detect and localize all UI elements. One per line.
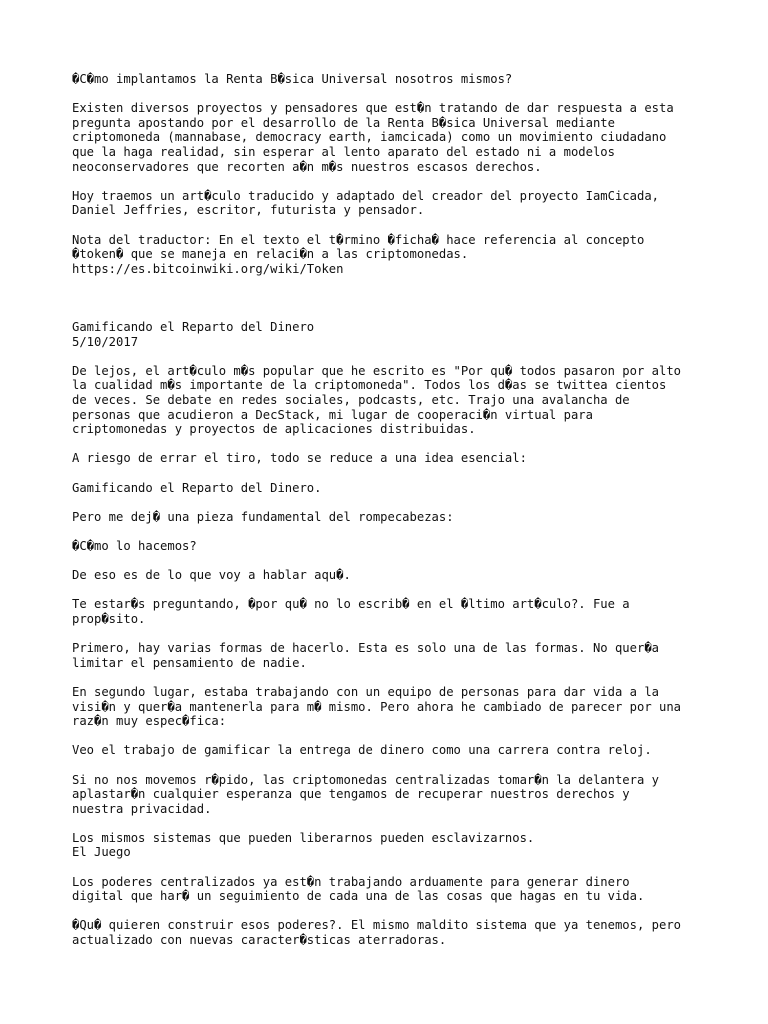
blank-line <box>72 174 712 189</box>
text-line: �Qu� quieren construir esos poderes?. El mismo maldito sistema que ya tenemos, pero <box>72 918 682 933</box>
blank-line <box>72 218 712 233</box>
text-line: visi�n y quer�a mantenerla para m� mismo. Pero ahora he cambiado de parecer por una <box>72 699 682 714</box>
text-line: Te estar�s preguntando, �por qu� no lo escrib� en el �ltimo art�culo?. Fue a <box>72 597 630 612</box>
text-line: Existen diversos proyectos y pensadores que est�n tratando de dar respuesta a esta <box>72 101 674 116</box>
text-line: De eso es de lo que voy a hablar aqu�. <box>72 568 351 583</box>
text-line: nuestra privacidad. <box>72 801 212 816</box>
blank-line <box>72 583 712 598</box>
blank-line <box>72 729 712 744</box>
text-line: �C�mo implantamos la Renta B�sica Universal nosotros mismos? <box>72 72 513 86</box>
text-line: limitar el pensamiento de nadie. <box>72 655 307 670</box>
blank-line <box>72 904 712 919</box>
blank-line <box>72 306 712 321</box>
text-line: El Juego <box>72 845 131 860</box>
text-line: actualizado con nuevas caracter�sticas aterradoras. <box>72 933 447 948</box>
blank-line <box>72 627 712 642</box>
text-line: https://es.bitcoinwiki.org/wiki/Token <box>72 261 344 276</box>
blank-line <box>72 816 712 831</box>
text-line: prop�sito. <box>72 611 146 626</box>
text-line: Primero, hay varias formas de hacerlo. Esta es solo una de las formas. No quer�a <box>72 641 659 656</box>
text-line: aplastar�n cualquier esperanza que tengamos de recuperar nuestros derechos y <box>72 787 630 802</box>
blank-line <box>72 87 712 102</box>
text-line: Veo el trabajo de gamificar la entrega de dinero como una carrera contra reloj. <box>72 743 652 758</box>
text-line: �token� que se maneja en relaci�n a las criptomonedas. <box>72 247 469 262</box>
blank-line <box>72 291 712 306</box>
text-line: Los poderes centralizados ya est�n trabajando arduamente para generar dinero <box>72 874 630 889</box>
text-line: de veces. Se debate en redes sociales, podcasts, etc. Trajo una avalancha de <box>72 393 630 408</box>
text-line: criptomonedas y proyectos de aplicaciones distribuidas. <box>72 422 476 437</box>
blank-line <box>72 670 712 685</box>
blank-line <box>72 554 712 569</box>
text-line: criptomoneda (mannabase, democracy earth, iamcicada) como un movimiento ciudadano <box>72 130 667 145</box>
text-line: En segundo lugar, estaba trabajando con un equipo de personas para dar vida a la <box>72 684 659 699</box>
text-line: personas que acudieron a DecStack, mi lugar de cooperaci�n virtual para <box>72 407 593 422</box>
text-line: 5/10/2017 <box>72 334 139 349</box>
blank-line <box>72 524 712 539</box>
text-line: Pero me dej� una pieza fundamental del rompecabezas: <box>72 509 454 524</box>
text-line: Nota del traductor: En el texto el t�rmino �ficha� hace referencia al concepto <box>72 232 645 247</box>
blank-line <box>72 276 712 291</box>
text-line: De lejos, el art�culo m�s popular que he escrito es "Por qu� todos pasaron por alto <box>72 363 682 378</box>
text-line: Si no nos movemos r�pido, las criptomonedas centralizadas tomar�n la delantera y <box>72 772 659 787</box>
text-line: que la haga realidad, sin esperar al lento aparato del estado ni a modelos <box>72 144 615 159</box>
blank-line <box>72 349 712 364</box>
document-page <box>72 72 712 948</box>
blank-line <box>72 758 712 773</box>
text-line: digital que har� un seguimiento de cada una de las cosas que hagas en tu vida. <box>72 889 645 904</box>
blank-line <box>72 495 712 510</box>
text-line: Los mismos sistemas que pueden liberarnos pueden esclavizarnos. <box>72 830 535 845</box>
text-line: A riesgo de errar el tiro, todo se reduce a una idea esencial: <box>72 451 527 466</box>
text-line: Gamificando el Reparto del Dinero <box>72 320 315 335</box>
text-line: Gamificando el Reparto del Dinero. <box>72 480 322 495</box>
text-line: Daniel Jeffries, escritor, futurista y pensador. <box>72 203 425 218</box>
text-line: raz�n muy espec�fica: <box>72 714 227 729</box>
blank-line <box>72 860 712 875</box>
text-line: Hoy traemos un art�culo traducido y adaptado del creador del proyecto IamCicada, <box>72 188 659 203</box>
blank-line <box>72 437 712 452</box>
text-line: pregunta apostando por el desarrollo de la Renta B�sica Universal mediante <box>72 115 615 130</box>
blank-line <box>72 466 712 481</box>
text-line: la cualidad m�s importante de la criptomoneda". Todos los d�as se twittea cientos <box>72 378 667 393</box>
text-line: �C�mo lo hacemos? <box>72 539 197 553</box>
text-line: neoconservadores que recorten a�n m�s nuestros escasos derechos. <box>72 159 542 174</box>
